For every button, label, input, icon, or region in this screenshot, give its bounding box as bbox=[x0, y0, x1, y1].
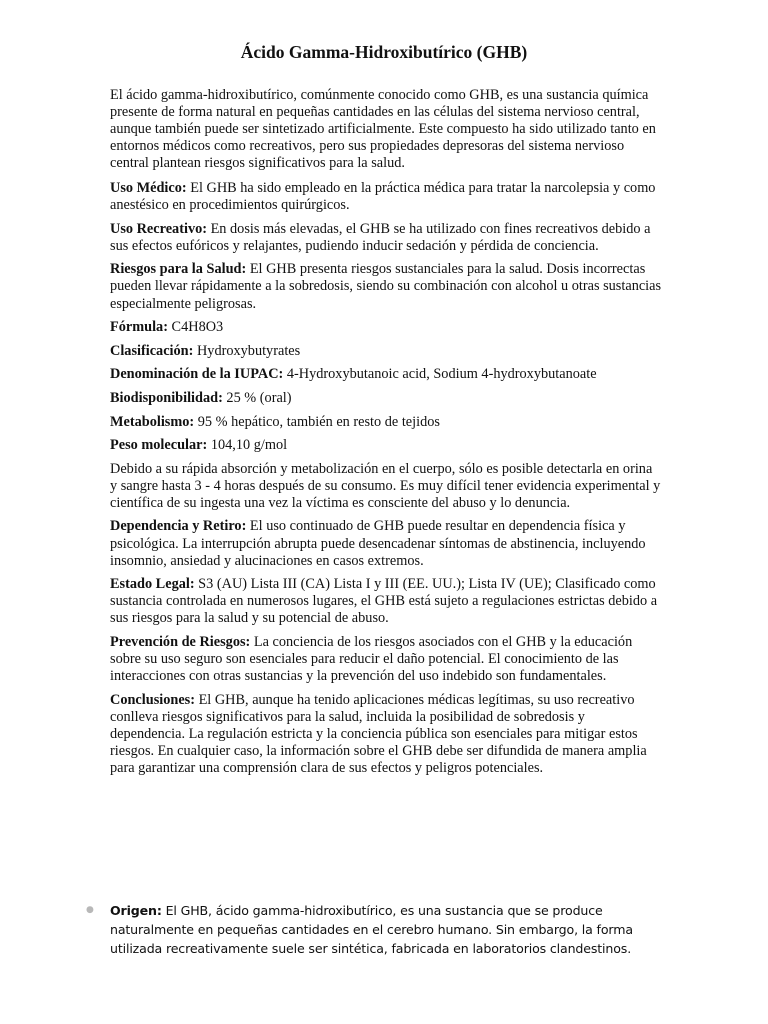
section-text: En dosis más elevadas, el GHB se ha utilizado con fines recreativos debido a sus efectos eufóricos y relajantes, pudiendo inducir sedación y pérdida de conciencia. bbox=[110, 220, 651, 254]
section-deteccion bbox=[110, 461, 662, 512]
section-label: Denominación de la IUPAC: bbox=[110, 366, 284, 383]
section-biodisponibilidad bbox=[110, 390, 662, 407]
section-text: Hydroxybutyrates bbox=[193, 342, 301, 359]
section-text: Debido a su rápida absorción y metabolización en el cuerpo, sólo es posible detectarla en orina y sangre hasta 3 - 4 horas después de su consumo. Es muy difícil tener evidencia experimental y científica de su ingesta una vez la víctima es consciente del abuso y lo denuncia. bbox=[110, 460, 661, 511]
section-riesgos-salud bbox=[110, 261, 662, 312]
section-text: 104,10 g/mol bbox=[207, 437, 288, 454]
bullet-list bbox=[86, 901, 666, 958]
bullet-content bbox=[110, 901, 666, 958]
section-label: Metabolismo: bbox=[110, 413, 195, 430]
section-uso-recreativo bbox=[110, 221, 662, 255]
document-title: Ácido Gamma-Hidroxibutírico (GHB) bbox=[240, 42, 528, 62]
section-estado-legal bbox=[110, 576, 662, 627]
section-text: 95 % hepático, también en resto de tejidos bbox=[194, 413, 440, 430]
section-label: Conclusiones: bbox=[110, 691, 195, 708]
section-label: Riesgos para la Salud: bbox=[110, 261, 247, 278]
section-text: El GHB ha sido empleado en la práctica médica para tratar la narcolepsia y como anestésico en procedimientos quirúrgicos. bbox=[110, 179, 656, 214]
bullet-text: El GHB, ácido gamma-hidroxibutírico, es una sustancia que se produce naturalmente en pequeñas cantidades en el cerebro humano. Sin embargo, la forma utilizada recreativamente suele ser sintética, fabricada en laboratorios clandestinos. bbox=[110, 903, 633, 956]
section-label: Clasificación: bbox=[110, 342, 194, 359]
section-label: Peso molecular: bbox=[110, 437, 208, 454]
section-text: S3 (AU) Lista III (CA) Lista I y III (EE. UU.); Lista IV (UE); Clasificado como sustancia controlada en numerosos lugares, el GHB está sujeto a regulaciones estrictas debido a sus riesgos para la salud y su potencial de abuso. bbox=[110, 576, 658, 627]
section-text: El uso continuado de GHB puede resultar en dependencia física y psicológica. La interrupción abrupta puede desencadenar síntomas de abstinencia, incluyendo insomnio, ansiedad y alucinaciones en casos extremos. bbox=[110, 518, 646, 569]
section-label: Biodisponibilidad: bbox=[110, 389, 223, 406]
section-iupac bbox=[110, 366, 662, 383]
section-label: Uso Médico: bbox=[110, 179, 187, 196]
section-clasificacion bbox=[110, 343, 662, 360]
section-uso-medico bbox=[110, 180, 662, 214]
section-text: El GHB, aunque ha tenido aplicaciones médicas legítimas, su uso recreativo conlleva riesgos significativos para la salud, incluida la posibilidad de sobredosis y dependencia. La regulación estricta y la conciencia pública son esenciales para mitigar estos riesgos. En cualquier caso, la información sobre el GHB debe ser difundida de manera amplia para garantizar una comprensión clara de sus efectos y peligros potenciales. bbox=[110, 691, 647, 777]
list-item bbox=[86, 901, 666, 958]
section-text: 4-Hydroxybutanoic acid, Sodium 4-hydroxybutanoate bbox=[283, 366, 597, 383]
section-text: El GHB presenta riesgos sustanciales para la salud. Dosis incorrectas pueden llevar rápidamente a la sobredosis, siendo su combinación con alcohol u otras sustancias especialmente peligrosas. bbox=[110, 261, 662, 312]
section-label: Dependencia y Retiro: bbox=[110, 518, 247, 535]
bullet-label: Origen: bbox=[110, 903, 162, 918]
section-formula bbox=[110, 319, 662, 336]
section-label: Estado Legal: bbox=[110, 576, 195, 593]
section-label: Uso Recreativo: bbox=[110, 220, 207, 237]
section-label: Prevención de Riesgos: bbox=[110, 634, 251, 651]
section-text: 25 % (oral) bbox=[222, 389, 292, 406]
section-text: C4H8O3 bbox=[167, 319, 224, 336]
document-body bbox=[110, 87, 662, 784]
section-prevencion bbox=[110, 634, 662, 685]
section-peso-molecular bbox=[110, 437, 662, 454]
section-metabolismo bbox=[110, 414, 662, 431]
section-conclusiones bbox=[110, 692, 662, 777]
bullet-icon: ● bbox=[86, 905, 94, 915]
section-text: La conciencia de los riesgos asociados con el GHB y la educación sobre su uso seguro son esenciales para reducir el daño potencial. El conocimiento de las interacciones con otras sustancias y la prevención del uso indebido son fundamentales. bbox=[110, 634, 633, 685]
section-dependencia bbox=[110, 518, 662, 569]
intro-paragraph: El ácido gamma-hidroxibutírico, comúnmente conocido como GHB, es una sustancia química presente de forma natural en pequeñas cantidades en las células del sistema nervioso central, aunque también puede ser sintetizado artificialmente. Este compuesto ha sido utilizado tanto en entornos médicos como recreativos, pero sus propiedades depresoras del sistema nervioso central plantean riesgos significativos para la salud. bbox=[110, 87, 656, 172]
section-label: Fórmula: bbox=[110, 319, 168, 336]
